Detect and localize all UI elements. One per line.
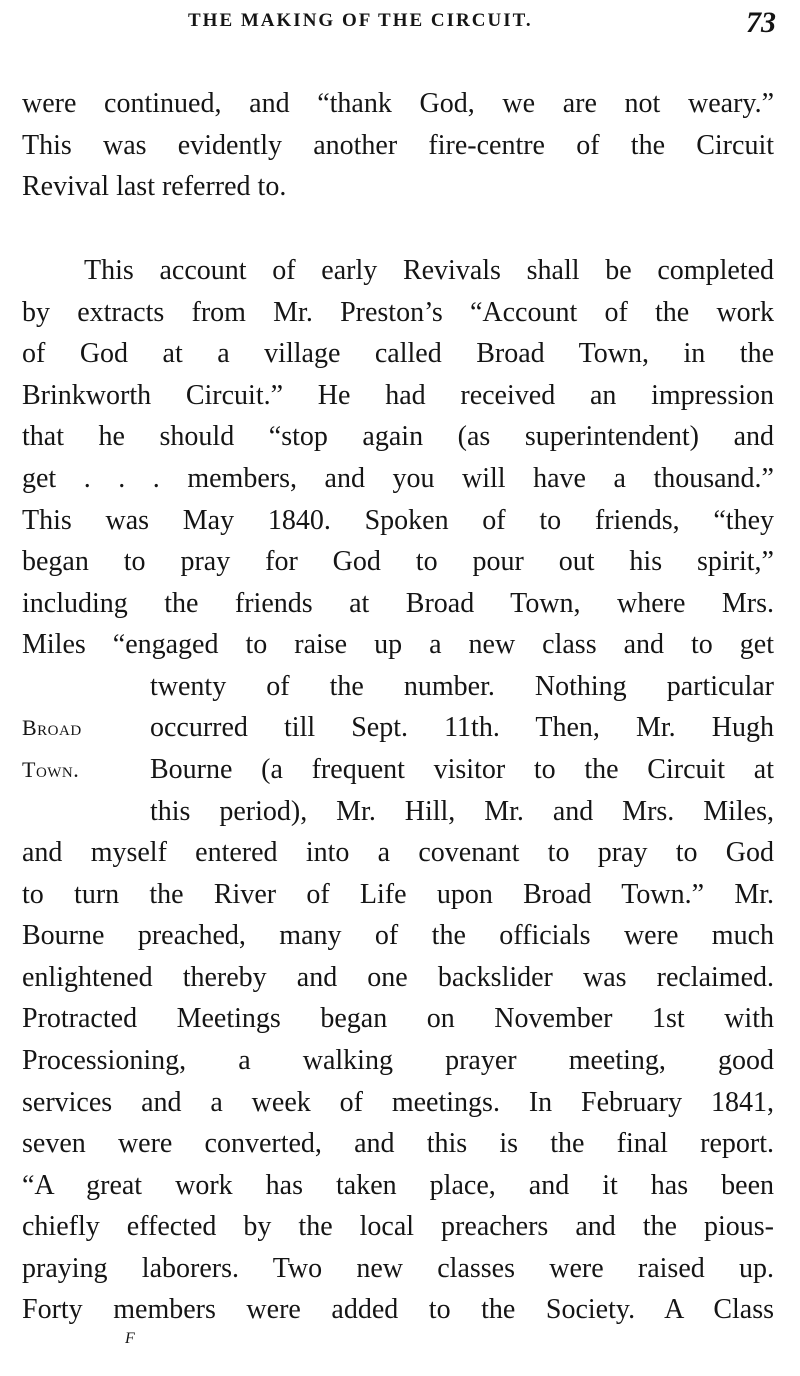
paragraph-2-line-10: Miles “engaged to raise up a new class and to get [22, 629, 774, 660]
paragraph-2-line-3: of God at a village called Broad Town, in the [22, 338, 774, 369]
paragraph-2-line-14: this period), Mr. Hill, Mr. and Mrs. Miles, [150, 796, 774, 827]
side-note-line-1: Broad [22, 715, 82, 740]
running-title: THE MAKING OF THE CIRCUIT. [188, 10, 533, 31]
signature-mark: F [125, 1330, 135, 1347]
paragraph-2-line-20: Processioning, a walking prayer meeting, good [22, 1045, 774, 1076]
paragraph-1-line-1: were continued, and “thank God, we are not weary.” [22, 88, 774, 119]
paragraph-2-line-26: Forty members were added to the Society. A Class [22, 1294, 774, 1325]
paragraph-2-line-9: including the friends at Broad Town, where Mrs. [22, 588, 774, 619]
paragraph-2-line-7: This was May 1840. Spoken of to friends, “they [22, 505, 774, 536]
page-number: 73 [746, 6, 776, 39]
paragraph-2-line-24: chiefly effected by the local preachers and the pious- [22, 1211, 774, 1242]
paragraph-2-line-6: get . . . members, and you will have a thousand.” [22, 463, 774, 494]
paragraph-2-line-5: that he should “stop again (as superintendent) and [22, 421, 774, 452]
paragraph-2-line-11: twenty of the number. Nothing particular [150, 671, 774, 702]
paragraph-2-line-23: “A great work has taken place, and it has been [22, 1170, 774, 1201]
paragraph-2-line-8: began to pray for God to pour out his spirit,” [22, 546, 774, 577]
paragraph-2-line-4: Brinkworth Circuit.” He had received an impression [22, 380, 774, 411]
paragraph-2-line-13: Bourne (a frequent visitor to the Circuit at [150, 754, 774, 785]
paragraph-2-line-2: by extracts from Mr. Preston’s “Account of the work [22, 297, 774, 328]
paragraph-2-line-1: This account of early Revivals shall be completed [84, 255, 774, 286]
paragraph-2-line-25: praying laborers. Two new classes were raised up. [22, 1253, 774, 1284]
paragraph-2-line-18: enlightened thereby and one backslider was reclaimed. [22, 962, 774, 993]
paragraph-2-line-15: and myself entered into a covenant to pray to God [22, 837, 774, 868]
paragraph-2-line-17: Bourne preached, many of the officials were much [22, 920, 774, 951]
paragraph-2-line-16: to turn the River of Life upon Broad Town.” Mr. [22, 879, 774, 910]
paragraph-1-line-2: This was evidently another fire-centre of the Circuit [22, 130, 774, 161]
side-note-line-2: Town. [22, 757, 80, 782]
paragraph-1-line-3: Revival last referred to. [22, 171, 287, 202]
paragraph-2-line-21: services and a week of meetings. In February 1841, [22, 1087, 774, 1118]
paragraph-2-line-19: Protracted Meetings began on November 1st with [22, 1003, 774, 1034]
paragraph-2-line-12: occurred till Sept. 11th. Then, Mr. Hugh [150, 712, 774, 743]
paragraph-2-line-22: seven were converted, and this is the final report. [22, 1128, 774, 1159]
running-header [0, 6, 800, 40]
